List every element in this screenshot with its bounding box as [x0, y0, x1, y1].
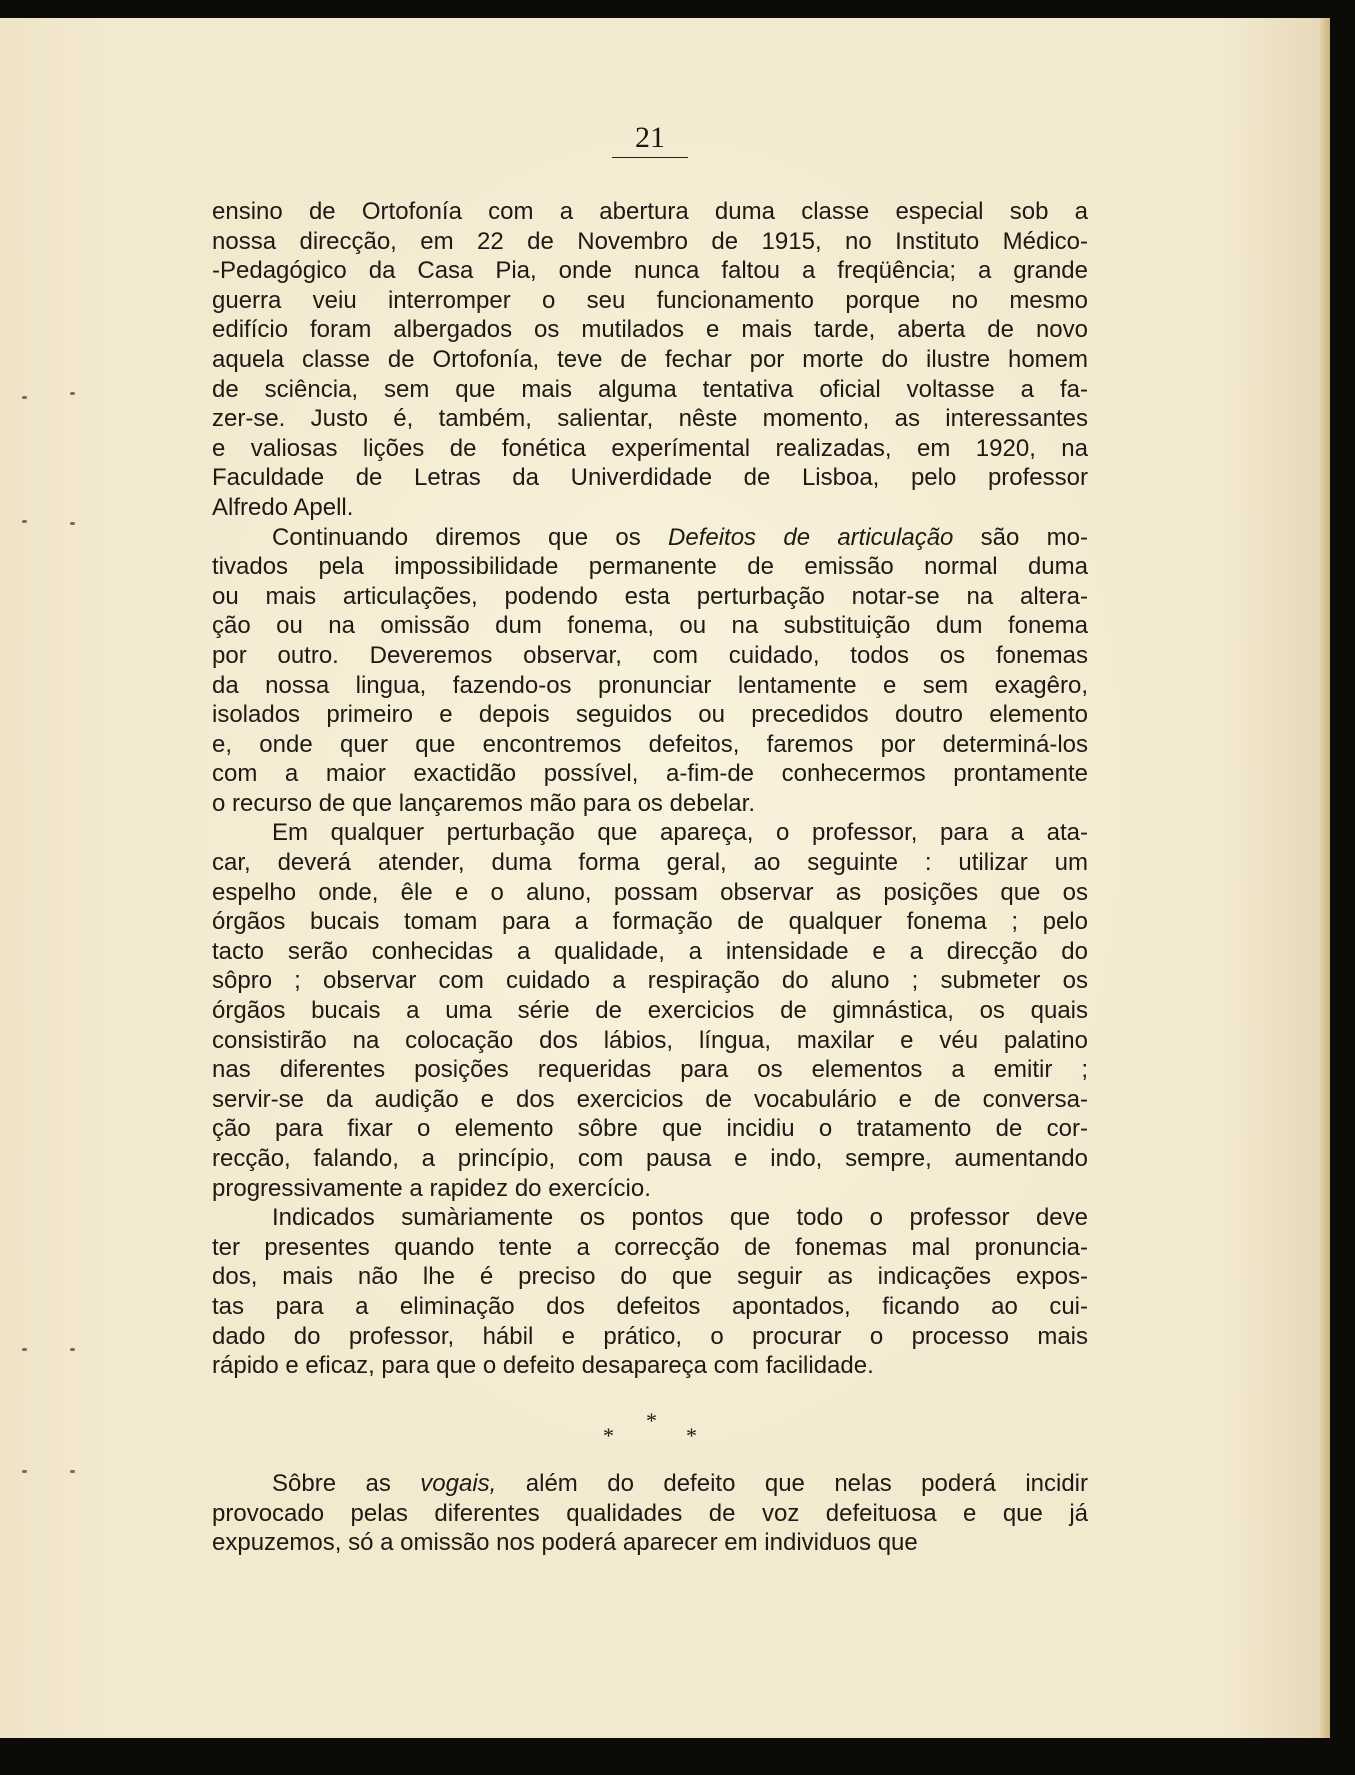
text-line: de sciência, sem que mais alguma tentativa oficial voltasse a fa- — [212, 375, 1088, 403]
italic-term: vogais, — [420, 1470, 497, 1497]
text-line: consistirão na colocação dos lábios, língua, maxilar e véu palatino — [212, 1026, 1088, 1054]
gutter-mark — [22, 1348, 27, 1351]
text-line: Em qualquer perturbação que apareça, o professor, para a ata- — [272, 819, 1088, 847]
body-text-bottom — [212, 1469, 1088, 1558]
text-line: por outro. Deveremos observar, com cuidado, todos os fonemas — [212, 641, 1088, 669]
text-line: recção, falando, a princípio, com pausa e indo, sempre, aumentando — [212, 1145, 1088, 1172]
text-line: car, deverá atender, duma forma geral, ao seguinte : utilizar um — [212, 849, 1088, 877]
section-separator — [600, 1408, 710, 1448]
text-line: ensino de Ortofonía com a abertura duma classe especial sob a — [212, 198, 1088, 225]
text-line: com a maior exactidão possível, a-fim-de conhecermos prontamente — [212, 760, 1088, 788]
gutter-mark — [70, 1470, 75, 1473]
gutter-mark — [22, 520, 27, 523]
text-line: nas diferentes posições requeridas para os elementos a emitir ; — [212, 1056, 1088, 1084]
text-line: edifício foram albergados os mutilados e mais tarde, aberta de novo — [212, 316, 1088, 344]
page-number: 21 — [635, 121, 665, 154]
text-line: sôpro ; observar com cuidado a respiração do aluno ; submeter os — [212, 967, 1088, 995]
text-line: tacto serão conhecidas a qualidade, a intensidade e a direcção do — [212, 937, 1088, 965]
text-line: Alfredo Apell. — [212, 493, 354, 521]
paragraph — [212, 818, 1088, 1203]
text-line: tivados pela impossibilidade permanente de emissão normal duma — [212, 553, 1088, 581]
text-line: ção para fixar o elemento sôbre que incidiu o tratamento de cor- — [212, 1115, 1088, 1143]
paragraph — [212, 1203, 1088, 1381]
page-edge — [1320, 18, 1330, 1738]
text-line: expuzemos, só a omissão nos poderá aparecer em individuos que — [212, 1529, 918, 1557]
separator-star: * — [686, 1423, 697, 1448]
gutter-mark — [70, 392, 75, 395]
text-line: Continuando diremos que os Defeitos de articulação são mo- — [272, 523, 1088, 551]
text-line: isolados primeiro e depois seguidos ou precedidos doutro elemento — [212, 701, 1088, 729]
gutter-mark — [22, 396, 27, 399]
text-line: progressivamente a rapidez do exercício. — [212, 1174, 651, 1202]
text-line: órgãos bucais tomam para a formação de qualquer fonema ; pelo — [212, 908, 1088, 936]
gutter-mark — [70, 1348, 75, 1351]
text-line: e, onde quer que encontremos defeitos, faremos por determiná-los — [212, 730, 1088, 758]
separator-star: * — [603, 1423, 614, 1448]
separator-star: * — [646, 1408, 657, 1433]
text-line: da nossa lingua, fazendo-os pronunciar lentamente e sem exagêro, — [212, 671, 1088, 699]
text-line: provocado pelas diferentes qualidades de voz defeituosa e que já — [212, 1499, 1088, 1527]
text-line: zer-se. Justo é, também, salientar, nêste momento, as interessantes — [212, 405, 1088, 433]
gutter-mark — [70, 522, 75, 525]
text-line: rápido e eficaz, para que o defeito desapareça com facilidade. — [212, 1352, 874, 1380]
text-line: dos, mais não lhe é preciso do que seguir as indicações expos- — [212, 1263, 1088, 1291]
text-line: dado do professor, hábil e prático, o procurar o processo mais — [212, 1322, 1088, 1350]
text-line: Indicados sumàriamente os pontos que todo o professor deve — [272, 1204, 1088, 1232]
text-line: ter presentes quando tente a correcção de fonemas mal pronuncia- — [212, 1233, 1088, 1261]
text-line: -Pedagógico da Casa Pia, onde nunca faltou a freqüência; a grande — [212, 257, 1088, 285]
italic-term: Defeitos de articulação — [668, 523, 954, 551]
text-line: ção ou na omissão dum fonema, ou na substituição dum fonema — [212, 612, 1088, 640]
text-line: aquela classe de Ortofonía, teve de fechar por morte do ilustre homem — [212, 345, 1088, 373]
paragraph — [212, 1469, 1088, 1558]
text-line: Sôbre as vogais, além do defeito que nelas poderá incidir — [272, 1470, 1089, 1497]
text-line: servir-se da audição e dos exercicios de vocabulário e de conversa- — [212, 1085, 1088, 1113]
text-line: órgãos bucais a uma série de exercicios de gimnástica, os quais — [212, 997, 1088, 1025]
text-line: e valiosas lições de fonética experímental realizadas, em 1920, na — [212, 434, 1088, 462]
text-line: tas para a eliminação dos defeitos apontados, ficando ao cui- — [212, 1292, 1088, 1320]
text-line: Faculdade de Letras da Univerdidade de Lisboa, pelo professor — [212, 464, 1088, 492]
text-line: o recurso de que lançaremos mão para os debelar. — [212, 789, 755, 817]
paragraph — [212, 523, 1088, 819]
text-line: ou mais articulações, podendo esta perturbação notar-se na altera- — [212, 582, 1088, 610]
gutter-mark — [22, 1470, 27, 1473]
body-text-top — [212, 197, 1088, 1381]
text-line: nossa direcção, em 22 de Novembro de 1915, no Instituto Médico- — [212, 227, 1088, 255]
page-number-rule — [612, 157, 688, 158]
paragraph — [212, 197, 1088, 523]
text-line: espelho onde, êle e o aluno, possam observar as posições que os — [212, 878, 1088, 906]
text-line: guerra veiu interromper o seu funcionamento porque no mesmo — [212, 286, 1088, 314]
